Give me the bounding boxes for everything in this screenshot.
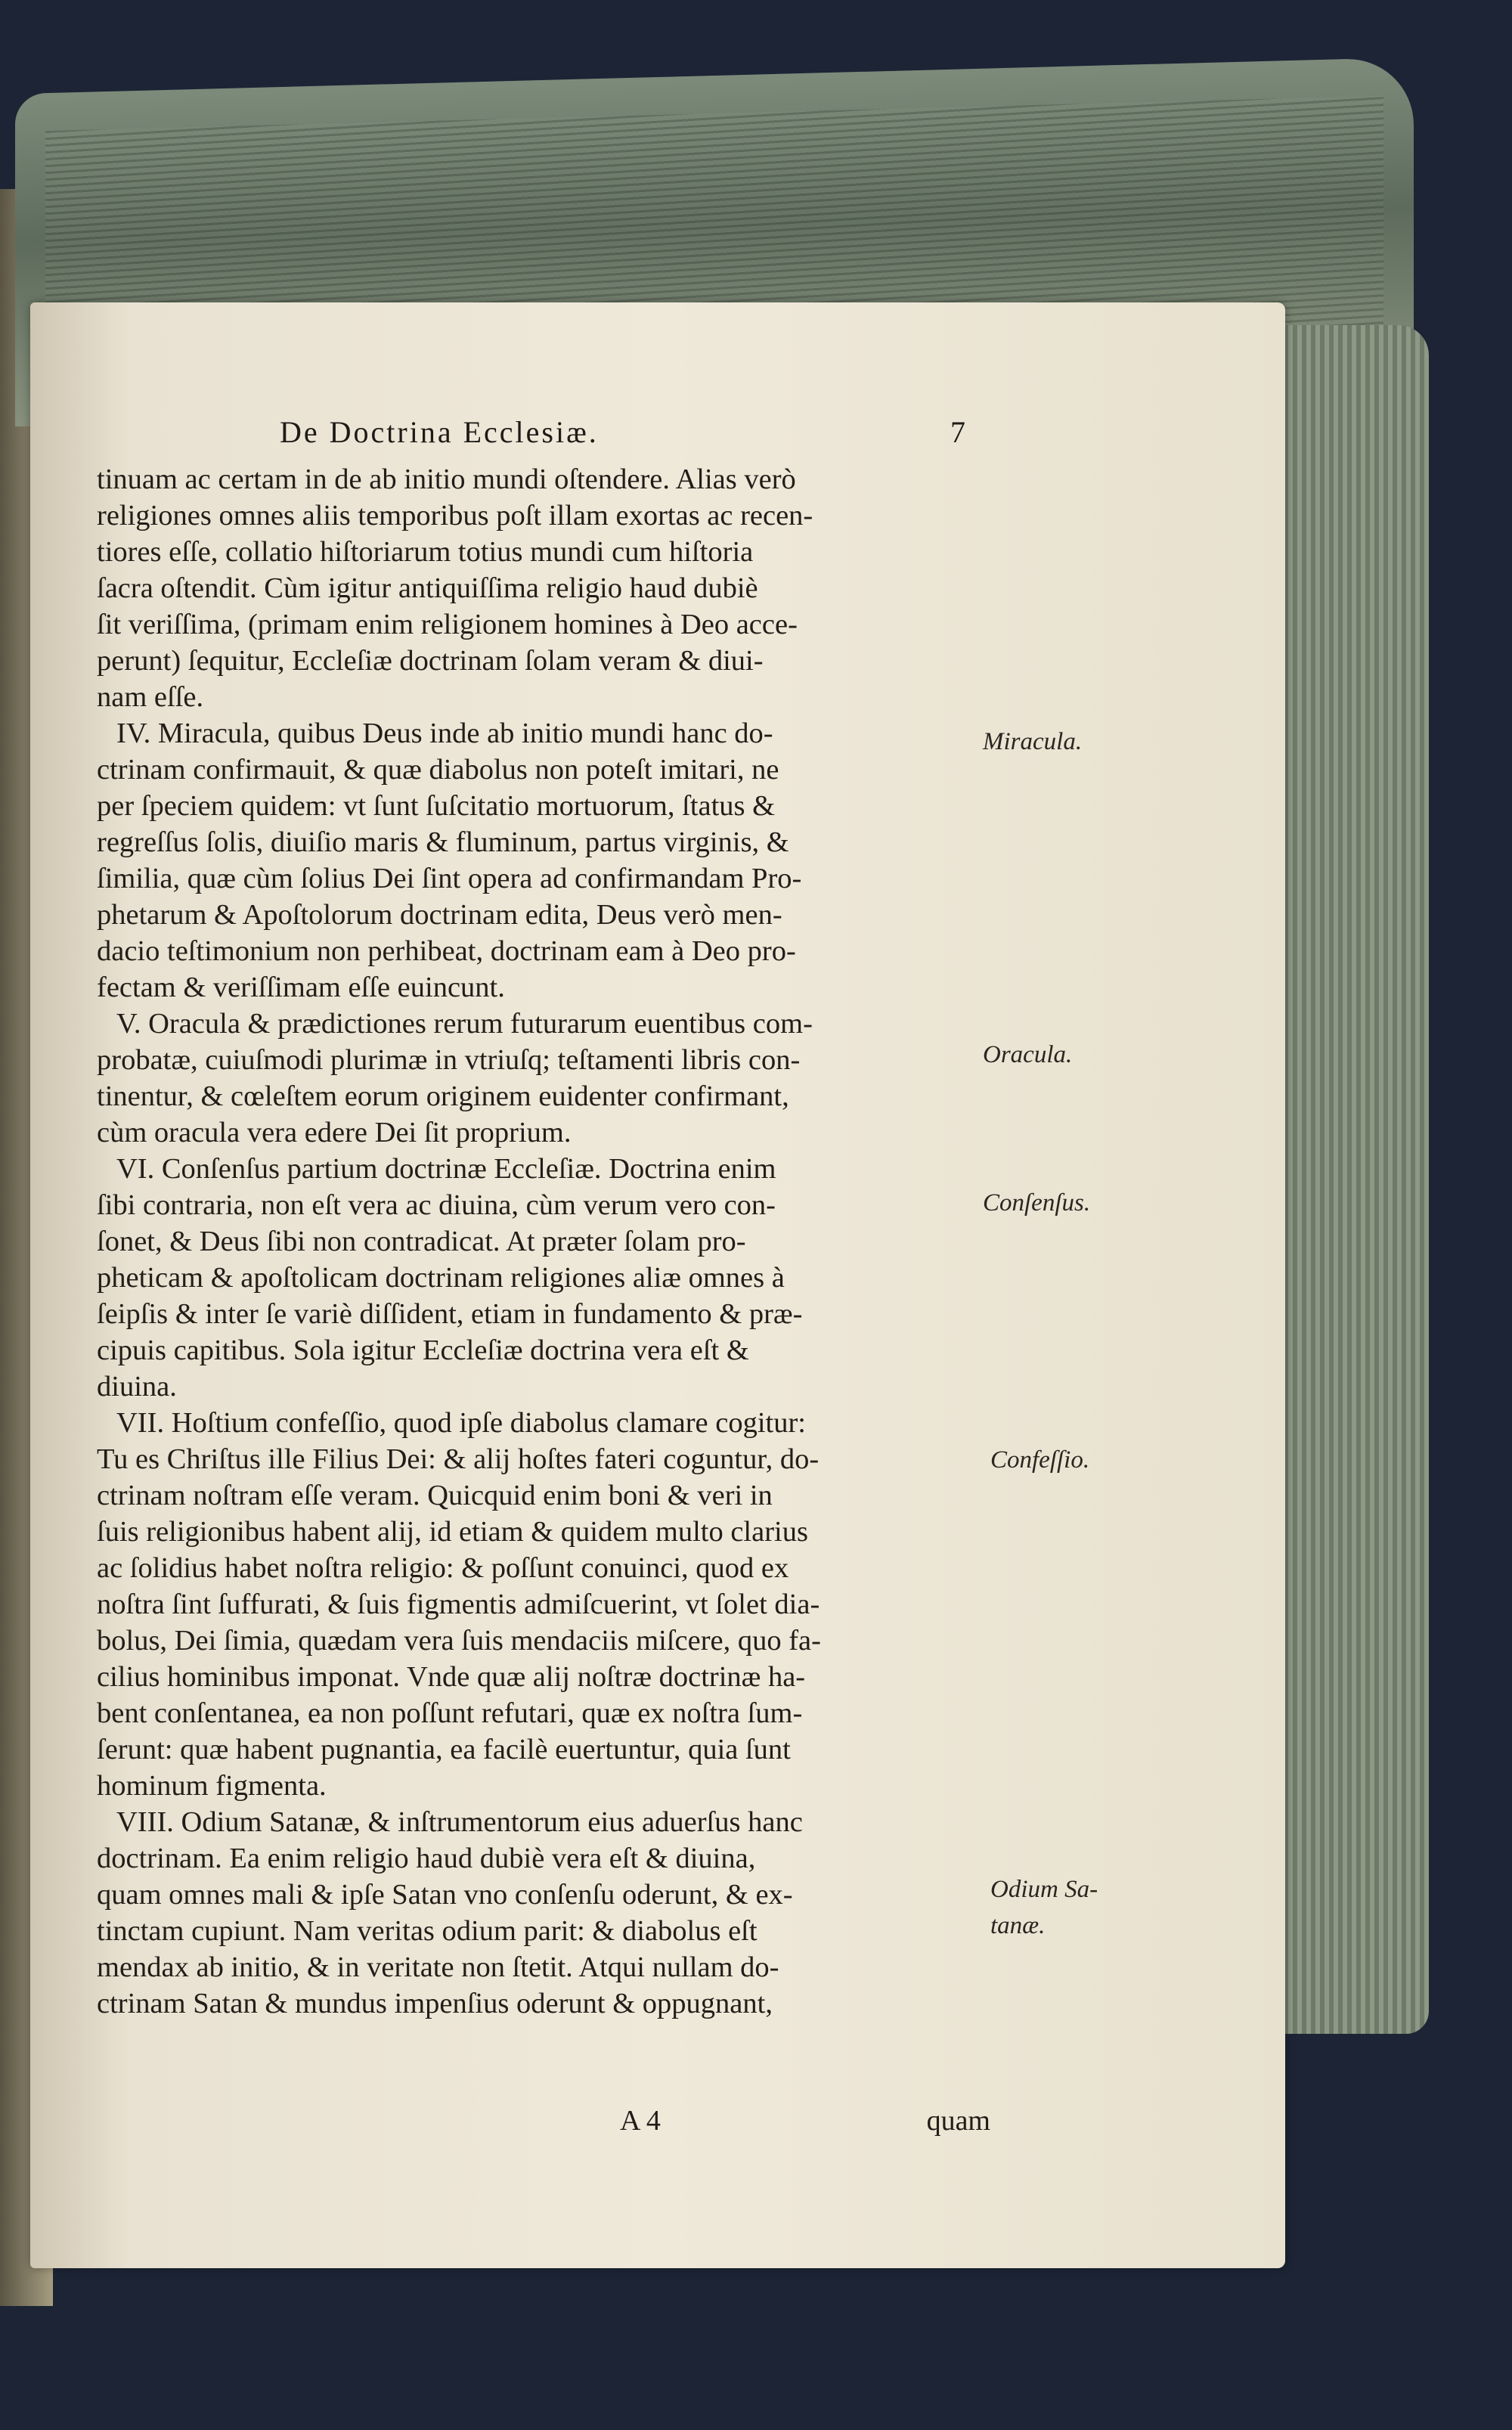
signature-mark: A 4 <box>620 2105 661 2137</box>
text-line: ſerunt: quæ habent pugnantia, ea facilè euertuntur, quia ſunt <box>97 1734 791 1765</box>
text-line: pheticam & apoſtolicam doctrinam religiones aliæ omnes à <box>97 1262 785 1294</box>
text-line: ctrinam Satan & mundus impenſius oderunt & oppugnant, <box>97 1988 773 2019</box>
text-line: ſimilia, quæ cùm ſolius Dei ſint opera ad confirmandam Pro- <box>97 863 802 894</box>
page-number: 7 <box>950 415 968 449</box>
text-line: diuina. <box>97 1371 177 1403</box>
text-line-section-v: V. Oracula & prædictiones rerum futurarum euentibus com- <box>116 1008 813 1040</box>
text-line: cùm oracula vera edere Dei ſit proprium. <box>97 1117 572 1148</box>
text-line: perunt) ſequitur, Eccleſiæ doctrinam ſolam veram & diui- <box>97 645 764 677</box>
text-line: ſonet, & Deus ſibi non contradicat. At præter ſolam pro- <box>97 1226 746 1257</box>
text-line: hominum figmenta. <box>97 1770 327 1802</box>
text-line: Tu es Chriſtus ille Filius Dei: & alij hoſtes fateri coguntur, do- <box>97 1443 820 1475</box>
text-line: ctrinam confirmauit, & quæ diabolus non poteſt imitari, ne <box>97 754 779 786</box>
text-line: regreſſus ſolis, diuiſio maris & fluminum, partus virginis, & <box>97 826 789 858</box>
text-line: tinuam ac certam in de ab initio mundi oſtendere. Alias verò <box>97 463 796 495</box>
text-line: quam omnes mali & ipſe Satan vno conſenſu oderunt, & ex- <box>97 1879 793 1911</box>
text-line: doctrinam. Ea enim religio haud dubiè vera eſt & diuina, <box>97 1843 756 1874</box>
margin-note-confessio: Confeſſio. <box>990 1446 1090 1474</box>
text-line: ſit veriſſima, (primam enim religionem homines à Deo acce- <box>97 609 798 640</box>
text-line: tinctam cupiunt. Nam veritas odium parit: & diabolus eſt <box>97 1915 758 1947</box>
text-line: ſuis religionibus habent alij, id etiam & quidem multo clarius <box>97 1516 808 1548</box>
text-line: phetarum & Apoſtolorum doctrinam edita, Deus verò men- <box>97 899 782 931</box>
text-line: cilius hominibus imponat. Vnde quæ alij noſtræ doctrinæ ha- <box>97 1661 806 1693</box>
text-line-section-viii: VIII. Odium Satanæ, & inſtrumentorum eius aduerſus hanc <box>116 1806 803 1838</box>
page-footer <box>620 2104 990 2142</box>
text-line: ctrinam noſtram eſſe veram. Quicquid enim boni & veri in <box>97 1480 773 1511</box>
text-line: ſibi contraria, non eſt vera ac diuina, cùm verum vero con- <box>97 1189 776 1221</box>
text-line: per ſpeciem quidem: vt ſunt ſuſcitatio mortuorum, ſtatus & <box>97 790 776 822</box>
running-title: De Doctrina Ecclesiæ. <box>280 415 599 449</box>
text-line: religiones omnes aliis temporibus poſt illam exortas ac recen- <box>97 500 813 532</box>
text-line: ſacra oſtendit. Cùm igitur antiquiſſima religio haud dubiè <box>97 572 758 604</box>
body-text <box>97 461 974 2022</box>
text-line-section-vii: VII. Hoſtium confeſſio, quod ipſe diabolus clamare cogitur: <box>116 1407 807 1439</box>
text-line-section-vi: VI. Conſenſus partium doctrinæ Eccleſiæ. Doctrina enim <box>116 1153 776 1185</box>
text-line: tiores eſſe, collatio hiſtoriarum totius mundi cum hiſtoria <box>97 536 754 568</box>
text-line: tinentur, & cœleſtem eorum originem euidenter confirmant, <box>97 1080 789 1112</box>
text-line: bent conſentanea, ea non poſſunt refutari, quæ ex noſtra ſum- <box>97 1697 803 1729</box>
text-line-section-iv: IV. Miracula, quibus Deus inde ab initio mundi hanc do- <box>116 718 773 749</box>
text-line: probatæ, cuiuſmodi plurimæ in vtriuſq; teſtamenti libris con- <box>97 1044 801 1076</box>
text-line: fectam & veriſſimam eſſe euincunt. <box>97 972 505 1003</box>
margin-note-oracula: Oracula. <box>983 1041 1073 1068</box>
text-line: cipuis capitibus. Sola igitur Eccleſiæ doctrina vera eſt & <box>97 1334 749 1366</box>
margin-note-odium: Odium Sa- <box>990 1876 1098 1903</box>
text-line: nam eſſe. <box>97 681 204 713</box>
margin-note-miracula: Miracula. <box>983 728 1083 755</box>
margin-note-consensus: Conſenſus. <box>983 1189 1091 1217</box>
text-line: bolus, Dei ſimia, quædam vera ſuis mendaciis miſcere, quo fa- <box>97 1625 821 1657</box>
catchword: quam <box>926 2105 990 2137</box>
margin-note-satanae: tanæ. <box>990 1912 1046 1939</box>
text-line: mendax ab initio, & in veritate non ſtetit. Atqui nullam do- <box>97 1951 779 1983</box>
running-header <box>280 414 968 460</box>
text-line: noſtra ſint ſuffurati, & ſuis figmentis admiſcuerint, vt ſolet dia- <box>97 1588 820 1620</box>
text-line: ac ſolidius habet noſtra religio: & poſſunt conuinci, quod ex <box>97 1552 789 1584</box>
text-line: dacio teſtimonium non perhibeat, doctrinam eam à Deo pro- <box>97 935 796 967</box>
text-line: ſeipſis & inter ſe variè diſſident, etiam in fundamento & præ- <box>97 1298 803 1330</box>
book-fore-edge <box>1270 325 1429 2034</box>
